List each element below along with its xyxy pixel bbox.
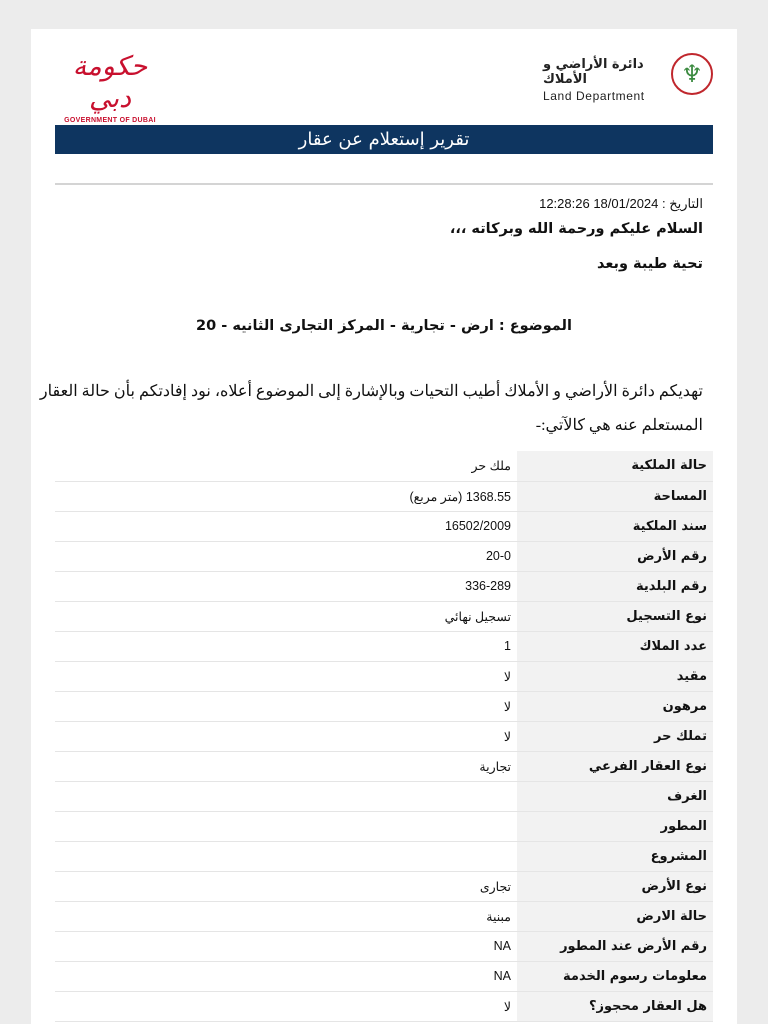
detail-value: 336-289	[55, 571, 517, 601]
property-details-table	[55, 451, 713, 1022]
detail-label: المطور	[517, 811, 713, 841]
logo-bar	[31, 29, 737, 125]
table-row	[55, 811, 713, 841]
detail-label: حالة الارض	[517, 901, 713, 931]
land-department-name-ar: دائرة الأراضي و الأملاك	[543, 57, 644, 87]
detail-label: حالة الملكية	[517, 451, 713, 481]
detail-value: 1	[55, 631, 517, 661]
detail-value: 16502/2009	[55, 511, 517, 541]
detail-value: مبنية	[55, 901, 517, 931]
detail-value: NA	[55, 931, 517, 961]
detail-value: 1368.55 (متر مربع)	[55, 481, 517, 511]
detail-value: NA	[55, 961, 517, 991]
detail-label: المشروع	[517, 841, 713, 871]
table-row	[55, 631, 713, 661]
divider	[55, 183, 713, 185]
table-row	[55, 661, 713, 691]
detail-label: الغرف	[517, 781, 713, 811]
detail-value: تجارية	[55, 751, 517, 781]
government-name-ar: حكومة دبي	[72, 51, 148, 114]
table-row	[55, 781, 713, 811]
table-row	[55, 991, 713, 1021]
table-row	[55, 841, 713, 871]
table-row	[55, 511, 713, 541]
government-of-dubai-logo	[55, 51, 165, 124]
detail-label: تملك حر	[517, 721, 713, 751]
intro-paragraph	[39, 375, 703, 443]
detail-label: مقيد	[517, 661, 713, 691]
detail-label: نوع التسجيل	[517, 601, 713, 631]
detail-value	[55, 781, 517, 811]
land-department-logo	[543, 53, 713, 103]
detail-label: رقم الأرض	[517, 541, 713, 571]
detail-label: نوع الأرض	[517, 871, 713, 901]
report-page	[31, 29, 737, 1024]
detail-value: لا	[55, 721, 517, 751]
palm-tree-emblem-icon: ♆	[671, 53, 713, 95]
intro-line-2: المستعلم عنه هي كالآتي:-	[535, 417, 703, 434]
table-row	[55, 691, 713, 721]
detail-label: سند الملكية	[517, 511, 713, 541]
table-row	[55, 901, 713, 931]
detail-label: معلومات رسوم الخدمة	[517, 961, 713, 991]
detail-value: لا	[55, 691, 517, 721]
detail-value: ملك حر	[55, 451, 517, 481]
detail-label: نوع العقار الفرعي	[517, 751, 713, 781]
land-department-name-en: Land Department	[543, 89, 645, 103]
detail-value: تسجيل نهائي	[55, 601, 517, 631]
detail-label: رقم البلدية	[517, 571, 713, 601]
date-label: التاريخ :	[662, 196, 703, 211]
land-department-wordmark	[543, 57, 665, 103]
table-row	[55, 721, 713, 751]
table-row	[55, 601, 713, 631]
table-row	[55, 571, 713, 601]
subject-line: الموضوع : ارض - تجارية - المركز التجارى الثانيه - 20	[196, 318, 572, 334]
report-title: تقرير إستعلام عن عقار	[55, 125, 713, 154]
table-row	[55, 541, 713, 571]
detail-value	[55, 841, 517, 871]
report-date	[539, 196, 703, 212]
detail-label: عدد الملاك	[517, 631, 713, 661]
table-row	[55, 961, 713, 991]
table-row	[55, 751, 713, 781]
detail-value: 20-0	[55, 541, 517, 571]
detail-label: هل العقار محجوز؟	[517, 991, 713, 1021]
detail-value: تجارى	[55, 871, 517, 901]
detail-value: لا	[55, 661, 517, 691]
detail-value	[55, 811, 517, 841]
table-row	[55, 451, 713, 481]
table-row	[55, 481, 713, 511]
intro-line-1: تهديكم دائرة الأراضي و الأملاك أطيب التحيات وبالإشارة إلى الموضوع أعلاه، نود إفادتكم بأن حالة العقار	[39, 383, 703, 400]
detail-label: مرهون	[517, 691, 713, 721]
date-value: 18/01/2024 12:28:26	[539, 196, 659, 211]
table-row	[55, 931, 713, 961]
table-row	[55, 871, 713, 901]
regards-line: تحية طيبة وبعد	[596, 256, 703, 272]
greeting: السلام عليكم ورحمة الله وبركاته ،،،	[449, 221, 703, 237]
detail-label: رقم الأرض عند المطور	[517, 931, 713, 961]
detail-value: لا	[55, 991, 517, 1021]
government-name-en: GOVERNMENT OF DUBAI	[64, 117, 156, 124]
detail-label: المساحة	[517, 481, 713, 511]
